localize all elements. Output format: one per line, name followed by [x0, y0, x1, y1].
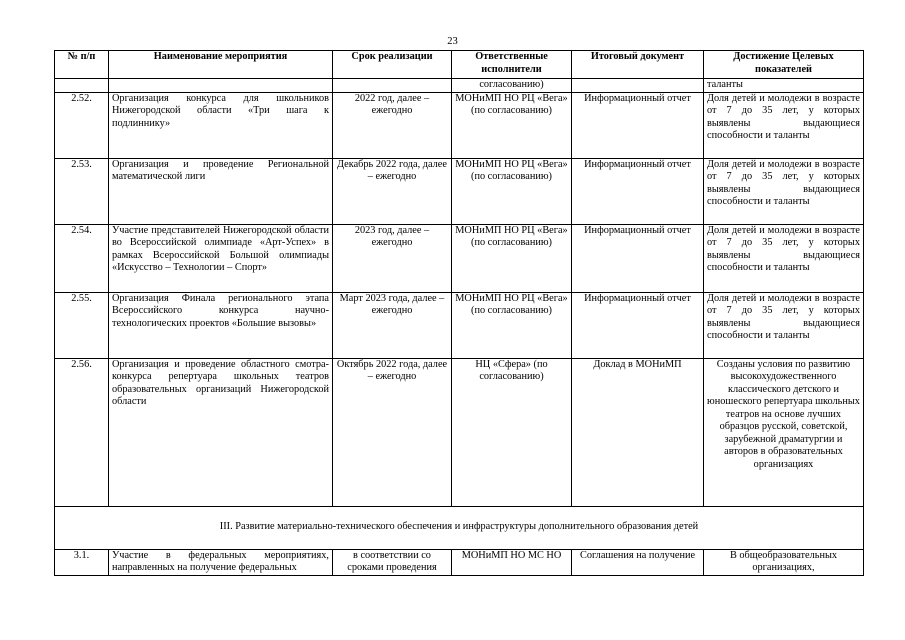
cell-number: 2.52. [55, 92, 109, 158]
page-number: 23 [447, 36, 458, 47]
cell-executors: МОНиМП НО МС НО [452, 549, 572, 575]
cell-number: 2.56. [55, 358, 109, 506]
cell-indicator: Созданы условия по развитию высокохудожественного классического детского и юношеского репертуара школьных театров на основе лучших образцов русской, советской, зарубежной драматургии и авторов в образовательных организациях [704, 358, 864, 506]
table-row [55, 549, 864, 575]
cell-document [572, 79, 704, 93]
cell-term: Октябрь 2022 года, далее – ежегодно [333, 358, 452, 506]
cell-executors: МОНиМП НО РЦ «Вега» (по согласованию) [452, 292, 572, 358]
cell-document: Информационный отчет [572, 224, 704, 292]
cell-indicator: Доля детей и молодежи в возрасте от 7 до 35 лет, у которых выявлены выдающиеся способности и таланты [704, 224, 864, 292]
cell-event-name [109, 79, 333, 93]
cell-indicator: Доля детей и молодежи в возрасте от 7 до 35 лет, у которых выявлены выдающиеся способности и таланты [704, 292, 864, 358]
cell-document: Информационный отчет [572, 158, 704, 224]
header-term: Срок реализации [333, 51, 452, 79]
cell-indicator: Доля детей и молодежи в возрасте от 7 до 35 лет, у которых выявлены выдающиеся способности и таланты [704, 158, 864, 224]
cell-document: Информационный отчет [572, 292, 704, 358]
cell-number [55, 79, 109, 93]
table-row-continuation [55, 79, 864, 93]
header-number: № п/п [55, 51, 109, 79]
cell-event-name: Организация Финала регионального этапа Всероссийского конкурса научно-технологических проектов «Большие вызовы» [109, 292, 333, 358]
events-table [54, 50, 864, 576]
cell-number: 2.55. [55, 292, 109, 358]
cell-number: 2.53. [55, 158, 109, 224]
cell-event-name: Организация конкурса для школьников Нижегородской области «Три шага к подлиннику» [109, 92, 333, 158]
table-row [55, 292, 864, 358]
header-event-name: Наименование мероприятия [109, 51, 333, 79]
header-executors: Ответственные исполнители [452, 51, 572, 79]
cell-executors: согласованию) [452, 79, 572, 93]
cell-event-name: Участие представителей Нижегородской области во Всероссийской олимпиаде «Арт-Успех» в рамках Всероссийской Большой олимпиады «Искусство – Технологии – Спорт» [109, 224, 333, 292]
section-row [55, 506, 864, 549]
table-row [55, 158, 864, 224]
section-title: III. Развитие материально-технического обеспечения и инфраструктуры дополнительного образования детей [55, 506, 864, 549]
cell-term: 2022 год, далее – ежегодно [333, 92, 452, 158]
table-row [55, 224, 864, 292]
header-indicator: Достижение Целевых показателей [704, 51, 864, 79]
cell-indicator: таланты [704, 79, 864, 93]
cell-event-name: Организация и проведение областного смотра-конкурса репертуара школьных театров образовательных организаций Нижегородской области [109, 358, 333, 506]
table-row [55, 358, 864, 506]
cell-indicator: В общеобразовательных организациях, [704, 549, 864, 575]
cell-document: Информационный отчет [572, 92, 704, 158]
cell-number: 2.54. [55, 224, 109, 292]
cell-event-name: Участие в федеральных мероприятиях, направленных на получение федеральных [109, 549, 333, 575]
cell-executors: МОНиМП НО РЦ «Вега» (по согласованию) [452, 224, 572, 292]
cell-term: в соответствии со сроками проведения [333, 549, 452, 575]
cell-executors: МОНиМП НО РЦ «Вега» (по согласованию) [452, 158, 572, 224]
table-row [55, 92, 864, 158]
cell-executors: НЦ «Сфера» (по согласованию) [452, 358, 572, 506]
cell-term: Декабрь 2022 года, далее – ежегодно [333, 158, 452, 224]
cell-number: 3.1. [55, 549, 109, 575]
header-document: Итоговый документ [572, 51, 704, 79]
cell-indicator: Доля детей и молодежи в возрасте от 7 до 35 лет, у которых выявлены выдающиеся способности и таланты [704, 92, 864, 158]
cell-term [333, 79, 452, 93]
table-header-row [55, 51, 864, 79]
cell-document: Доклад в МОНиМП [572, 358, 704, 506]
cell-term: Март 2023 года, далее – ежегодно [333, 292, 452, 358]
cell-event-name: Организация и проведение Региональной математической лиги [109, 158, 333, 224]
cell-term: 2023 год, далее – ежегодно [333, 224, 452, 292]
cell-document: Соглашения на получение [572, 549, 704, 575]
cell-executors: МОНиМП НО РЦ «Вега» (по согласованию) [452, 92, 572, 158]
